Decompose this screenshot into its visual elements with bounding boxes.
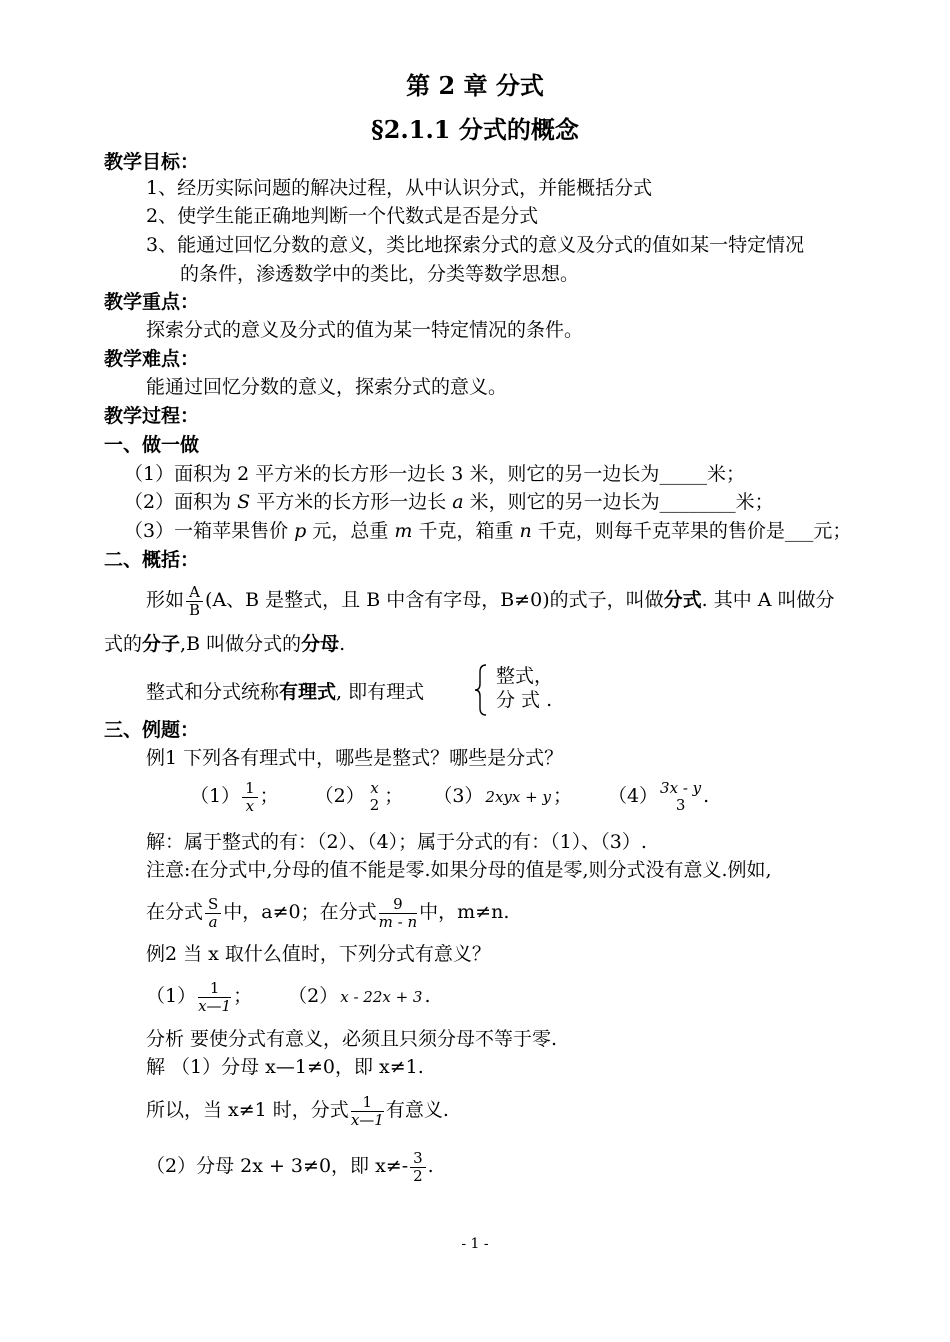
frac-den: m - n — [378, 912, 418, 931]
brace-icon — [474, 664, 488, 716]
term-rational: 有理式 — [279, 681, 337, 703]
frac-den: x—1 — [350, 1110, 384, 1129]
definition-mid: 的式子，叫做 — [549, 589, 664, 611]
frac-num: S — [205, 896, 221, 914]
solution-1: 解：属于整式的有：（2）、（4）；属于分式的有：（1）、（3）. — [146, 831, 647, 853]
ex1-label-4: （4） — [607, 785, 659, 807]
fraction — [379, 896, 418, 931]
frac-den: x — [245, 796, 255, 815]
q2-text-b: 平方米的长方形一边长 — [250, 491, 453, 513]
note-line-2 — [146, 890, 509, 934]
frac-den: x—1 — [198, 996, 232, 1015]
frac-num: A — [186, 584, 203, 602]
definition-line-2 — [104, 632, 345, 656]
objectives-heading: 教学目标： — [104, 151, 200, 173]
q1-unit: 米； — [706, 463, 745, 485]
ex1-label-1: （1） — [190, 785, 241, 807]
sol2c-b: . — [427, 1155, 434, 1177]
frac-num: 1 — [242, 780, 258, 798]
objective-item: 3、能通过回忆分数的意义，类比地探索分式的意义及分式的值如某一特定情况 — [146, 234, 805, 256]
sep: ； — [233, 985, 253, 1007]
solution-2a: 解 （1）分母 x—1≠0，即 x≠1. — [146, 1056, 424, 1078]
sep: ； — [384, 785, 404, 807]
fraction — [410, 1150, 426, 1185]
note-line: 注意:在分式中,分母的值不能是零.如果分母的值是零,则分式没有意义.例如, — [146, 859, 772, 881]
ex1-label-2: （2） — [314, 785, 365, 807]
sep: . — [424, 985, 431, 1007]
q3-text-d: 千克，则每千克苹果的售价是 — [531, 520, 785, 542]
rational-text-a: 整式和分式统称 — [146, 681, 280, 703]
frac-den: x + y — [511, 787, 551, 806]
q2-unit: 米； — [735, 491, 774, 513]
q2-var-s: S — [237, 491, 251, 513]
frac-num: 2xy — [485, 787, 512, 806]
key-points-text: 探索分式的意义及分式的值为某一特定情况的条件。 — [146, 319, 584, 341]
q3-var-n: n — [519, 520, 532, 542]
brace-item-2: 分 式 . — [496, 689, 553, 711]
chapter-title: 第 2 章 分式 — [406, 71, 544, 100]
example-2: 例2 当 x 取什么值时，下列分式有意义？ — [146, 943, 491, 965]
term-fenshi: 分式 — [663, 589, 702, 611]
definition-text: 形如 — [146, 589, 185, 611]
definition-tail: . 其中 A 叫做分 — [701, 589, 835, 611]
sol2b-a: 所以，当 x≠1 时，分式 — [146, 1099, 349, 1121]
analysis: 分析 要使分式有意义，必须且只须分母不等于零. — [146, 1028, 558, 1050]
question-3 — [124, 519, 851, 543]
objective-item-cont: 的条件，渗透数学中的类比，分类等数学思想。 — [180, 263, 580, 285]
def2-b: ,B 叫做分式的 — [180, 633, 302, 655]
frac-den: 3 — [675, 796, 686, 814]
q2-text-c: 米，则它的另一边长为 — [463, 491, 660, 513]
sep: ； — [552, 785, 572, 807]
fraction — [351, 1094, 384, 1129]
frac-num: 3x - y — [660, 779, 702, 797]
frac-num: x — [370, 779, 379, 797]
sep: ； — [259, 785, 279, 807]
frac-num: 9 — [379, 896, 418, 914]
solution-2b — [146, 1088, 449, 1132]
question-1 — [124, 462, 745, 486]
frac-num: 1 — [198, 980, 231, 998]
def2-c: . — [339, 633, 346, 655]
q2-blank: ________ — [659, 491, 736, 513]
example-1-items — [190, 774, 709, 818]
note2-b: 中，a≠0；在分式 — [223, 901, 377, 923]
frac-num: x - 2 — [340, 987, 373, 1006]
fraction — [340, 989, 422, 1006]
q1-blank: _____ — [659, 463, 707, 485]
rational-text-c: , 即有理式 — [336, 681, 425, 703]
frac-den: a — [208, 912, 218, 931]
def2-a: 式的 — [104, 633, 143, 655]
term-fenmu: 分母 — [301, 633, 340, 655]
fraction — [367, 780, 383, 814]
solution-2c — [146, 1144, 434, 1188]
part2-heading: 二、概括： — [104, 549, 200, 571]
sep: . — [703, 785, 710, 807]
brace-item-1: 整式， — [496, 665, 554, 687]
rational-line — [146, 680, 424, 704]
example-2-items — [146, 974, 431, 1018]
section-title: §2.1.1 分式的概念 — [371, 115, 579, 144]
frac-num: 3 — [410, 1150, 426, 1168]
frac-den: 2 — [413, 1166, 423, 1185]
q3-unit: 元； — [813, 520, 852, 542]
question-2 — [124, 490, 774, 514]
fraction — [660, 780, 701, 814]
part1-heading: 一、做一做 — [104, 434, 200, 456]
sol2c-a: （2）分母 2x + 3≠0，即 x≠- — [146, 1155, 409, 1177]
frac-den: B — [189, 600, 201, 619]
difficulties-heading: 教学难点： — [104, 348, 200, 370]
part3-heading: 三、例题： — [104, 719, 200, 741]
frac-den: 2 — [369, 796, 380, 814]
fraction — [205, 896, 221, 931]
sol2b-b: 有意义. — [385, 1099, 449, 1121]
definition-condition: (A、B 是整式，且 B 中含有字母，B≠0) — [205, 589, 550, 611]
ex2-label-2: （2） — [288, 985, 339, 1007]
key-points-heading: 教学重点： — [104, 291, 200, 313]
example-1: 例1 下列各有理式中，哪些是整式？哪些是分式？ — [146, 747, 564, 769]
q2-var-a: a — [452, 491, 464, 513]
frac-num: 1 — [351, 1094, 384, 1112]
page-number: - 1 - — [461, 1236, 489, 1252]
q2-text-a: （2）面积为 — [124, 491, 238, 513]
frac-den: 2x + 3 — [372, 987, 423, 1006]
ex2-label-1: （1） — [146, 985, 197, 1007]
term-fenzi: 分子 — [142, 633, 181, 655]
q3-var-m: m — [394, 520, 413, 542]
note2-c: 中，m≠n. — [419, 901, 510, 923]
fraction-a-over-b — [186, 584, 203, 619]
difficulties-text: 能通过回忆分数的意义，探索分式的意义。 — [146, 376, 508, 398]
objective-item: 2、使学生能正确地判断一个代数式是否是分式 — [146, 205, 539, 227]
q1-text: （1）面积为 2 平方米的长方形一边长 3 米，则它的另一边长为 — [124, 463, 660, 485]
note2-a: 在分式 — [146, 901, 204, 923]
q3-text-c: 千克，箱重 — [412, 520, 520, 542]
process-heading: 教学过程： — [104, 405, 200, 427]
q3-var-p: p — [294, 520, 307, 542]
objective-item: 1、经历实际问题的解决过程，从中认识分式，并能概括分式 — [146, 177, 653, 199]
definition-line — [146, 580, 835, 620]
fraction — [242, 780, 258, 815]
q3-blank: ___ — [784, 520, 814, 542]
q3-text-b: 元，总重 — [306, 520, 395, 542]
ex1-label-3: （3） — [433, 785, 484, 807]
fraction — [198, 980, 231, 1015]
fraction — [485, 789, 551, 806]
q3-text-a: （3）一箱苹果售价 — [124, 520, 295, 542]
